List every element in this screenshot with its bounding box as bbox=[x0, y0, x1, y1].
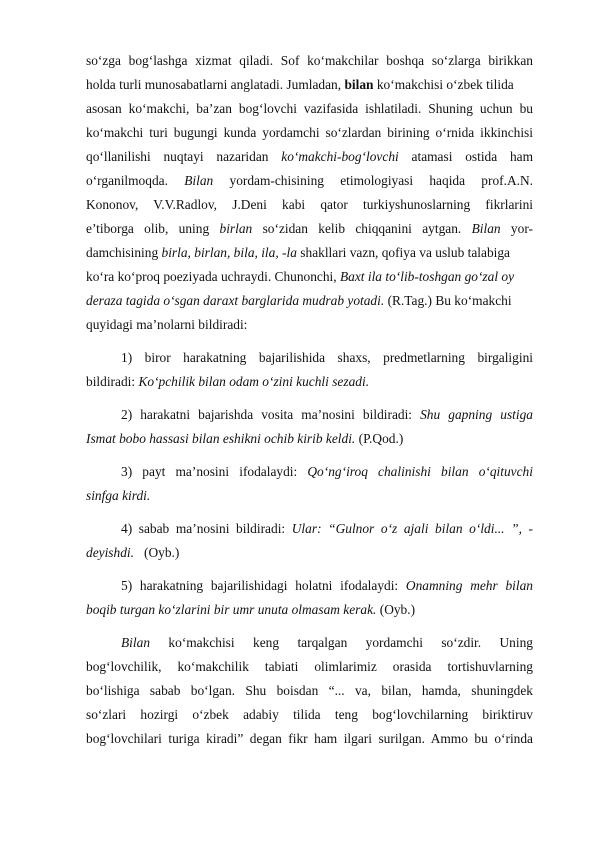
text-line: ko‘ra ko‘proq poeziyada uchraydi. Chunonchi, Baxt ila to‘lib-toshgan go‘zal oy bbox=[86, 269, 515, 284]
text-line: damchisining birla, birlan, bila, ila, -la shakllari vazn, qofiya va uslub talabiga bbox=[86, 245, 511, 260]
text-line: deyishdi. (Oyb.) bbox=[86, 545, 180, 560]
text-line: Ismat bobo hassasi bilan eshikni ochib kirib keldi. (P.Qod.) bbox=[86, 431, 404, 446]
italic-example: Ko‘pchilik bilan odam o‘zini kuchli sezadi. bbox=[138, 374, 370, 389]
text-line: Bilan ko‘makchisi keng tarqalgan yordamchi so‘zdir. Uning bbox=[121, 635, 533, 650]
italic-term: Bilan bbox=[471, 221, 501, 236]
list-item-4: 4) sabab ma’nosini bildiradi: Ular: “Gulnor o‘z ajali bilan o‘ldi... ”, - bbox=[121, 521, 533, 536]
text-line: bog‘lovchilik, ko‘makchilik tabiati olimlarimiz orasida tortishuvlarning bbox=[86, 659, 533, 674]
italic-term: Bilan bbox=[121, 635, 151, 650]
list-item-1: 1) biror harakatning bajarilishida shaxs, predmetlarning birgaligini bbox=[121, 350, 533, 365]
italic-example: deraza tagida o‘sgan daraxt barglarida mudrab yotadi. bbox=[86, 293, 385, 308]
text-line: so‘zga bog‘lashga xizmat qiladi. Sof ko‘makchilar boshqa so‘zlarga birikkan bbox=[86, 53, 533, 68]
text-line: so‘zlari hozirgi o‘zbek adabiy tilida teng bog‘lovchilarning biriktiruv bbox=[86, 707, 533, 722]
text-line: Kononov, V.V.Radlov, J.Deni kabi qator turkiyshunoslarning fikrlarini bbox=[86, 197, 533, 212]
italic-example: deyishdi. bbox=[86, 545, 134, 560]
italic-term: birla, birlan, bila, ila, -la bbox=[161, 245, 297, 260]
text-line: e’tiborga olib, uning birlan so‘zidan kelib chiqqanini aytgan. Bilan yor- bbox=[86, 221, 533, 236]
text-line: bildiradi: Ko‘pchilik bilan odam o‘zini kuchli sezadi. bbox=[86, 374, 370, 389]
italic-term: Bilan bbox=[184, 173, 214, 188]
text-line: bo‘lishiga sabab bo‘lgan. Shu boisdan “... va, bilan, hamda, shuningdek bbox=[86, 683, 533, 698]
italic-example: Ular: “Gulnor o‘z ajali bilan o‘ldi... ”, - bbox=[291, 521, 533, 536]
italic-example: sinfga kirdi. bbox=[86, 488, 151, 503]
italic-term: ko‘makchi-bog‘lovchi bbox=[281, 149, 399, 164]
list-item-5: 5) harakatning bajarilishidagi holatni ifodalaydi: Onamning mehr bilan bbox=[121, 578, 533, 593]
text-line bbox=[86, 484, 533, 508]
italic-example: Qo‘ng‘iroq chalinishi bilan o‘qituvchi bbox=[307, 464, 533, 479]
document-page bbox=[86, 49, 533, 751]
italic-example: Shu gapning ustiga bbox=[420, 407, 533, 422]
text-line: bog‘lovchilari turiga kiradi” degan fikr ham ilgari surilgan. Ammo bu o‘rinda bbox=[86, 731, 533, 746]
bold-term-bilan: bilan bbox=[344, 77, 374, 92]
text-line: qo‘llanilishi nuqtayi nazaridan ko‘makchi-bog‘lovchi atamasi ostida ham bbox=[86, 149, 533, 164]
list-item-3: 3) payt ma’nosini ifodalaydi: Qo‘ng‘iroq chalinishi bilan o‘qituvchi bbox=[121, 464, 533, 479]
text-line: ko‘makchi turi bugungi kunda yordamchi so‘zlardan birining o‘rnida ikkinchisi bbox=[86, 125, 533, 140]
text-line: o‘rganilmoqda. Bilan yordam-chisining etimologiyasi haqida prof.A.N. bbox=[86, 173, 533, 188]
italic-example: Ismat bobo hassasi bilan eshikni ochib kirib keldi. bbox=[86, 431, 356, 446]
text-line: asosan ko‘makchi, ba’zan bog‘lovchi vazifasida ishlatiladi. Shuning uchun bu bbox=[86, 101, 533, 116]
text-line: boqib turgan ko‘zlarini bir umr unuta olmasam kerak. (Oyb.) bbox=[86, 602, 416, 617]
list-item-2: 2) harakatni bajarishda vosita ma’nosini bildiradi: Shu gapning ustiga bbox=[121, 407, 533, 422]
italic-example: Baxt ila to‘lib-toshgan go‘zal oy bbox=[339, 269, 515, 284]
italic-example: Onamning mehr bilan bbox=[405, 578, 533, 593]
italic-example: boqib turgan ko‘zlarini bir umr unuta olmasam kerak. bbox=[86, 602, 377, 617]
text-line: holda turli munosabatlarni anglatadi. Jumladan, bilan ko‘makchisi o‘zbek tilida bbox=[86, 77, 514, 92]
text-line: quyidagi ma’nolarni bildiradi: bbox=[86, 317, 248, 332]
text-line: deraza tagida o‘sgan daraxt barglarida mudrab yotadi. (R.Tag.) Bu ko‘makchi bbox=[86, 293, 512, 308]
italic-term: birlan bbox=[219, 221, 253, 236]
